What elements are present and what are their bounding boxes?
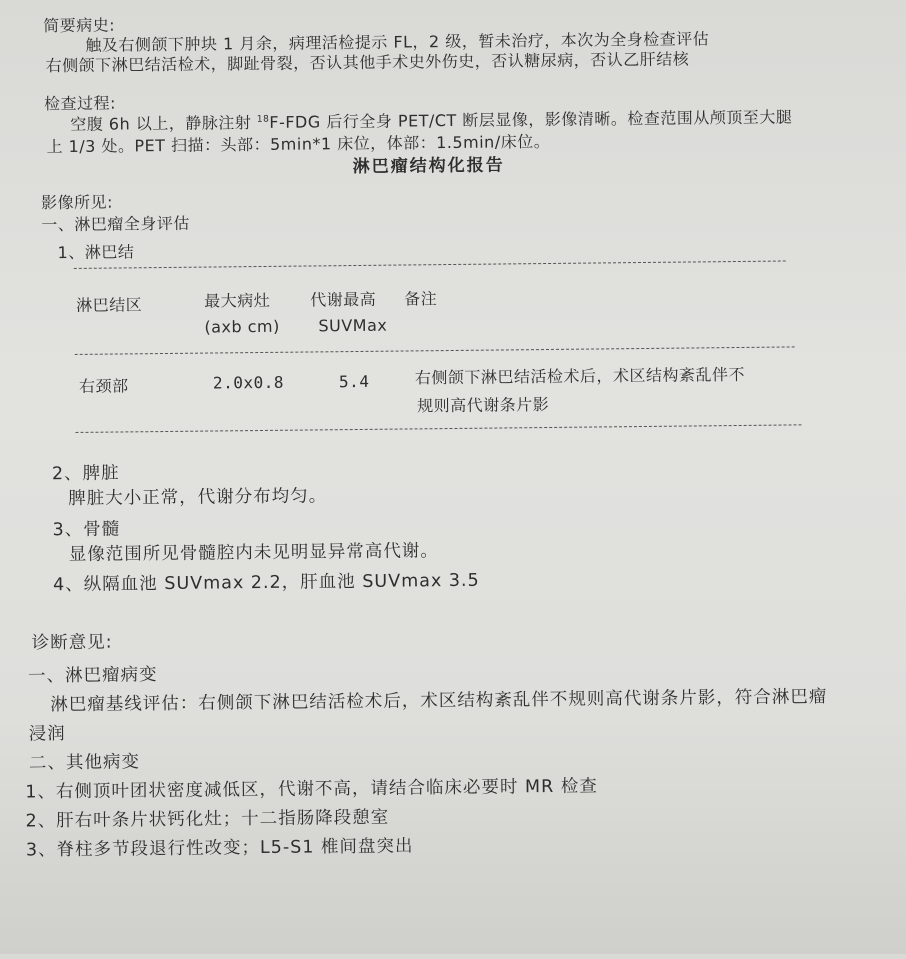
row-note-line2: 规则高代谢条片影 <box>417 394 550 416</box>
procedure-line-1-pre: 空腹 6h 以上，静脉注射 <box>70 113 257 134</box>
row-suv: 5.4 <box>338 371 370 392</box>
col-header-suv-line1: 代谢最高 <box>310 289 377 310</box>
spleen-heading: 2、脾脏 <box>51 463 120 485</box>
table-rule-bottom <box>76 424 802 433</box>
col-header-suv-line2: SUVMax <box>318 315 388 336</box>
isotope-superscript: 18 <box>256 114 270 125</box>
row-size: 2.0x0.8 <box>212 372 285 393</box>
blood-pool-text: 4、纵隔血池 SUVmax 2.2，肝血池 SUVmax 3.5 <box>53 570 480 596</box>
marrow-heading: 3、骨髓 <box>52 519 121 541</box>
report-title: 淋巴瘤结构化报告 <box>352 155 505 178</box>
history-heading: 简要病史: <box>43 15 116 36</box>
other-lesion-2: 2、肝右叶条片状钙化灶；十二指肠降段憩室 <box>25 807 390 832</box>
col-header-region: 淋巴结区 <box>76 295 143 315</box>
baseline-line-1: 淋巴瘤基线评估：右侧颌下淋巴结活检术后，术区结构紊乱伴不规则高代谢条片影，符合淋巴瘤 <box>50 687 828 716</box>
procedure-heading: 检查过程: <box>43 93 117 114</box>
diagnosis-section-2: 二、其他病变 <box>28 752 141 774</box>
col-header-size-line1: 最大病灶 <box>204 290 271 311</box>
baseline-line-2: 浸润 <box>28 724 66 745</box>
findings-heading: 影像所见: <box>41 192 114 213</box>
col-header-note: 备注 <box>404 289 438 309</box>
history-line-2: 右侧颌下淋巴结活检术，脚趾骨裂，否认其他手术史外伤史，否认糖尿病，否认乙肝结核 <box>45 49 690 76</box>
procedure-line-1-post: F-FDG 后行全身 PET/CT 断层显像，影像清晰。检查范围从颅顶至大腿 <box>269 107 793 132</box>
diagnosis-heading: 诊断意见: <box>31 632 113 654</box>
findings-section-1: 一、淋巴瘤全身评估 <box>41 213 190 235</box>
row-note-line1: 右侧颌下淋巴结活检术后，术区结构紊乱伴不 <box>414 364 746 388</box>
table-rule-top <box>74 261 786 269</box>
col-header-size-line2: (axb cm) <box>204 316 280 337</box>
lymph-node-heading: 1、淋巴结 <box>57 242 135 263</box>
procedure-line-1 <box>70 107 792 135</box>
table-rule-mid <box>75 346 795 355</box>
row-region: 右颈部 <box>78 376 129 396</box>
spleen-text: 脾脏大小正常，代谢分布均匀。 <box>68 486 328 510</box>
procedure-line-2: 上 1/3 处。PET 扫描：头部：5min*1 床位，体部：1.5min/床位。 <box>46 131 551 157</box>
diagnosis-section-1: 一、淋巴瘤病变 <box>27 665 158 687</box>
other-lesion-1: 1、右侧顶叶团状密度减低区，代谢不高，请结合临床必要时 MR 检查 <box>25 776 598 803</box>
other-lesion-3: 3、脊柱多节段退行性改变；L5-S1 椎间盘突出 <box>25 836 414 861</box>
marrow-text: 显像范围所见骨髓腔内未见明显异常高代谢。 <box>68 541 439 566</box>
history-line-1: 触及右侧颌下肿块 1 月余，病理活检提示 FL，2 级，暂未治疗，本次为全身检查评估 <box>85 29 710 55</box>
